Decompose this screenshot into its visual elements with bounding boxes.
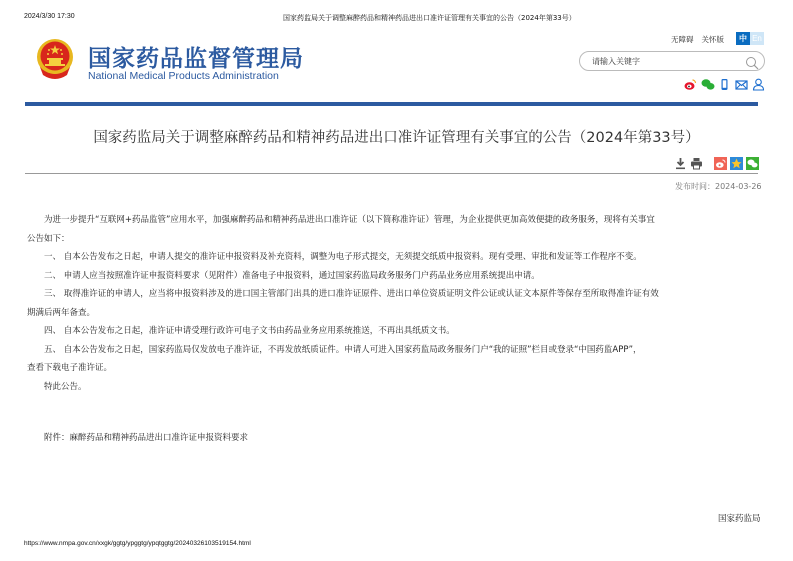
- mail-icon[interactable]: [735, 76, 748, 89]
- share-weibo-icon[interactable]: [714, 155, 727, 168]
- paragraph-item-5-cont: 查看下载电子准许证。: [27, 363, 113, 373]
- paragraph-item-3: 三、 取得准许证的申请人，应当将申报资料涉及的进口国主管部门出具的进口准许证原件、进出口单位资质证明文件公证或认证文本原件等保存至所取得准许证有效: [44, 289, 659, 299]
- attachment-link[interactable]: 附件：麻醉药品和精神药品进出口准许证申报资料要求: [44, 433, 249, 443]
- download-icon[interactable]: [674, 155, 687, 168]
- lang-zh-button[interactable]: 中: [736, 32, 750, 45]
- share-qzone-icon[interactable]: [730, 155, 743, 168]
- lang-en-button[interactable]: En: [750, 32, 764, 45]
- paragraph-item-4: 四、 自本公告发布之日起，准许证申请受理行政许可电子文书由药品业务应用系统推送，不再出具纸质文书。: [44, 326, 455, 336]
- elderly-mode-link[interactable]: 关怀版: [701, 35, 724, 44]
- site-name-en[interactable]: National Medical Products Administration: [88, 70, 279, 82]
- user-icon[interactable]: [752, 76, 765, 89]
- search-input[interactable]: [592, 55, 742, 68]
- print-datetime: 2024/3/30 17:30: [24, 13, 75, 20]
- top-links: [671, 34, 732, 45]
- site-name-cn[interactable]: 国家药品监督管理局: [88, 46, 304, 72]
- title-divider: [25, 173, 758, 174]
- publish-date-value: 2024-03-26: [715, 182, 762, 191]
- paragraph-closing: 特此公告。: [44, 381, 87, 392]
- weibo-icon[interactable]: [684, 76, 697, 89]
- publish-date: [675, 181, 762, 192]
- signature: 国家药监局: [718, 514, 761, 524]
- paragraph-item-2: 二、 申请人应当按照准许证申报资料要求（见附件）准备电子申报资料，通过国家药监局政务服务门户药品业务应用系统提出申请。: [44, 270, 540, 281]
- social-links: [684, 76, 765, 89]
- national-emblem-icon[interactable]: [34, 37, 74, 81]
- header-divider-bar: [25, 102, 758, 106]
- accessibility-link[interactable]: 无障碍: [671, 35, 694, 44]
- print-page-title: 国家药监局关于调整麻醉药品和精神药品进出口准许证管理有关事宜的公告（2024年第33号）: [283, 14, 576, 22]
- article-body: [27, 211, 764, 396]
- article-title: 国家药监局关于调整麻醉药品和精神药品进出口准许证管理有关事宜的公告（2024年第33号）: [93, 130, 700, 146]
- mobile-icon[interactable]: [718, 76, 731, 89]
- language-switch: [736, 32, 764, 45]
- paragraph-item-3-cont: 期满后两年备查。: [27, 307, 96, 318]
- paragraph-item-1: 一、 自本公告发布之日起，申请人提交的准许证申报资料及补充资料，调整为电子形式提交，无须提交纸质申报资料。现有受理、审批和发证等工作程序不变。: [44, 252, 642, 262]
- wechat-icon[interactable]: [701, 76, 714, 89]
- article-tools: [674, 155, 759, 168]
- search-box: [579, 51, 765, 71]
- paragraph-intro: 为进一步提升“互联网+药品监管”应用水平，加强麻醉药品和精神药品进出口准许证（以下简称准许证）管理，为企业提供更加高效便捷的政务服务，现将有关事宜: [44, 215, 655, 225]
- print-icon[interactable]: [690, 155, 703, 168]
- share-wechat-icon[interactable]: [746, 155, 759, 168]
- publish-date-label: 发布时间：: [675, 182, 715, 191]
- paragraph-intro-cont: 公告如下：: [27, 233, 70, 244]
- search-icon[interactable]: [745, 55, 759, 69]
- print-url: https://www.nmpa.gov.cn/xxgk/ggtg/ypggtg/ypqtggtg/20240326103519154.html: [24, 540, 251, 547]
- paragraph-item-5: 五、 自本公告发布之日起，国家药监局仅发放电子准许证，不再发放纸质证件。申请人可进入国家药监局政务服务门户“我的证照”栏目或登录“中国药监APP”，: [44, 344, 642, 355]
